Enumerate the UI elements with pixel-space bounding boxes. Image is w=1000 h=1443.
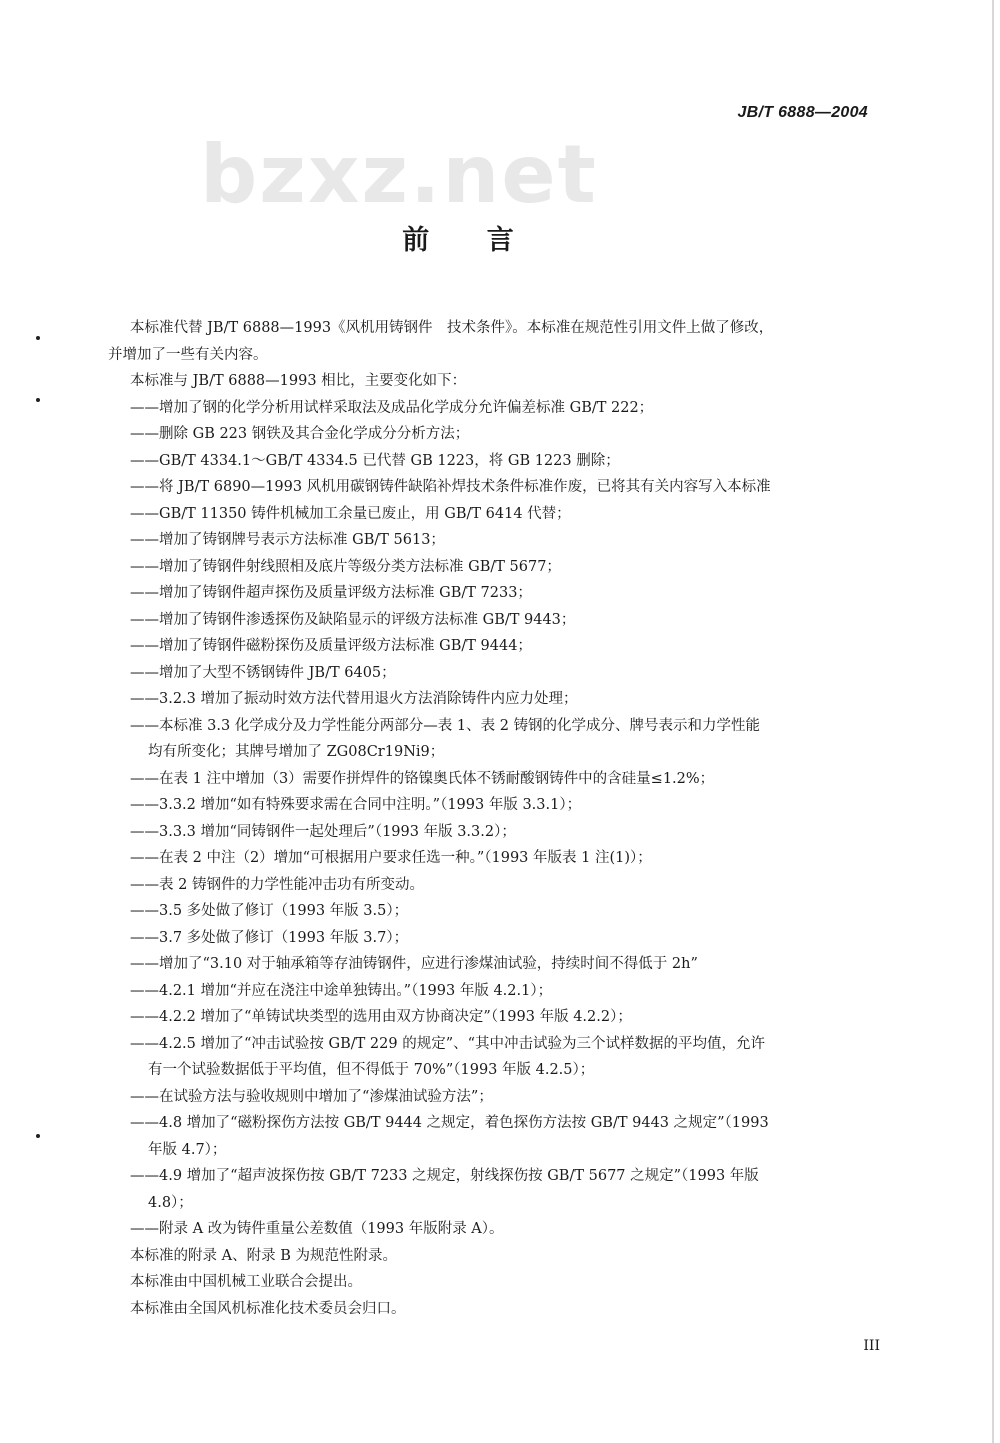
text-line: ——将 JB/T 6890—1993 风机用碳钢铸件缺陷补焊技术条件标准作废，已将其有关内容写入本标准: [130, 479, 771, 495]
text-line: ——表 2 铸钢件的力学性能冲击功有所变动。: [130, 876, 424, 893]
text-line: 本标准代替 JB/T 6888—1993《风机用铸钢件 技术条件》。本标准在规范性引用文件上做了修改，: [130, 320, 774, 336]
text-line: 本标准由中国机械工业联合会提出。: [130, 1274, 362, 1290]
text-line: 本标准由全国风机标准化技术委员会归口。: [130, 1300, 406, 1317]
watermark: bzxz.net: [200, 128, 598, 221]
page-number: III: [863, 1338, 880, 1354]
text-line: 有一个试验数据低于平均值，但不得低于 70%”（1993 年版 4.2.5）；: [148, 1062, 595, 1078]
text-line: ——3.7 多处做了修订（1993 年版 3.7）；: [130, 929, 409, 946]
text-line: 均有所变化；其牌号增加了 ZG08Cr19Ni9；: [148, 744, 445, 760]
standard-number: JB/T 6888—2004: [737, 104, 868, 121]
text-line: ——在试验方法与验收规则中增加了“渗煤油试验方法”；: [130, 1088, 493, 1105]
text-line: ——增加了铸钢件渗透探伤及缺陷显示的评级方法标准 GB/T 9443；: [130, 611, 576, 628]
scan-dot: [36, 336, 40, 340]
text-line: ——增加了铸钢件磁粉探伤及质量评级方法标准 GB/T 9444；: [130, 638, 532, 654]
scan-dot: [36, 1134, 40, 1138]
scan-dot: [36, 398, 40, 402]
text-line: ——本标准 3.3 化学成分及力学性能分两部分—表 1、表 2 铸钢的化学成分、牌号表示和力学性能: [130, 717, 761, 734]
text-line: ——3.5 多处做了修订（1993 年版 3.5）；: [130, 903, 409, 919]
text-line: ——4.9 增加了“超声波探伤按 GB/T 7233 之规定，射线探伤按 GB/T 5677 之规定”（1993 年版: [130, 1168, 759, 1184]
text-line: ——删除 GB 223 钢铁及其合金化学成分分析方法；: [130, 426, 470, 442]
text-line: 年版 4.7）；: [148, 1141, 227, 1158]
text-line: 本标准的附录 A、附录 B 为规范性附录。: [130, 1247, 397, 1264]
text-line: ——附录 A 改为铸件重量公差数值（1993 年版附录 A）。: [130, 1221, 504, 1237]
scan-edge: [992, 0, 994, 1443]
text-line: ——增加了铸钢牌号表示方法标准 GB/T 5613；: [130, 532, 445, 548]
text-line: ——3.3.2 增加“如有特殊要求需在合同中注明。”（1993 年版 3.3.1）；: [130, 797, 582, 813]
text-line: ——4.2.5 增加了“冲击试验按 GB/T 229 的规定”、“其中冲击试验为三个试样数据的平均值，允许: [130, 1035, 766, 1052]
text-line: ——3.2.3 增加了振动时效方法代替用退火方法消除铸件内应力处理；: [130, 691, 578, 707]
text-line: 4.8）；: [148, 1194, 193, 1211]
text-line: ——增加了“3.10 对于轴承箱等存油铸钢件，应进行渗煤油试验，持续时间不得低于 2h”: [130, 956, 698, 972]
foreword-body: [108, 315, 888, 1322]
text-line: 并增加了一些有关内容。: [108, 346, 268, 363]
text-line: ——3.3.3 增加“同铸钢件一起处理后”（1993 年版 3.3.2）；: [130, 823, 516, 840]
text-line: ——4.8 增加了“磁粉探伤方法按 GB/T 9444 之规定，着色探伤方法按 GB/T 9443 之规定”（1993: [130, 1115, 769, 1131]
text-line: ——GB/T 11350 铸件机械加工余量已废止，用 GB/T 6414 代替；: [130, 505, 571, 522]
text-line: ——增加了铸钢件超声探伤及质量评级方法标准 GB/T 7233；: [130, 585, 532, 601]
text-line: ——增加了大型不锈钢铸件 JB/T 6405；: [130, 664, 396, 681]
page-title: 前 言: [402, 225, 538, 256]
text-line: ——增加了铸钢件射线照相及底片等级分类方法标准 GB/T 5677；: [130, 558, 561, 575]
text-line: ——增加了钢的化学分析用试样采取法及成品化学成分允许偏差标准 GB/T 222；: [130, 399, 654, 416]
text-line: 本标准与 JB/T 6888—1993 相比，主要变化如下：: [130, 373, 467, 389]
text-line: ——GB/T 4334.1～GB/T 4334.5 已代替 GB 1223，将 GB 1223 删除；: [130, 452, 620, 469]
text-line: ——在表 2 中注（2）增加“可根据用户要求任选一种。”（1993 年版表 1 注(1)）；: [130, 850, 652, 866]
text-line: ——4.2.2 增加了“单铸试块类型的选用由双方协商决定”（1993 年版 4.2.2）；: [130, 1009, 632, 1025]
text-line: ——4.2.1 增加“并应在浇注中途单独铸出。”（1993 年版 4.2.1）；: [130, 982, 553, 999]
text-line: ——在表 1 注中增加（3）需要作拼焊件的铬镍奥氏体不锈耐酸钢铸件中的含硅量≤1.2%；: [130, 770, 715, 787]
